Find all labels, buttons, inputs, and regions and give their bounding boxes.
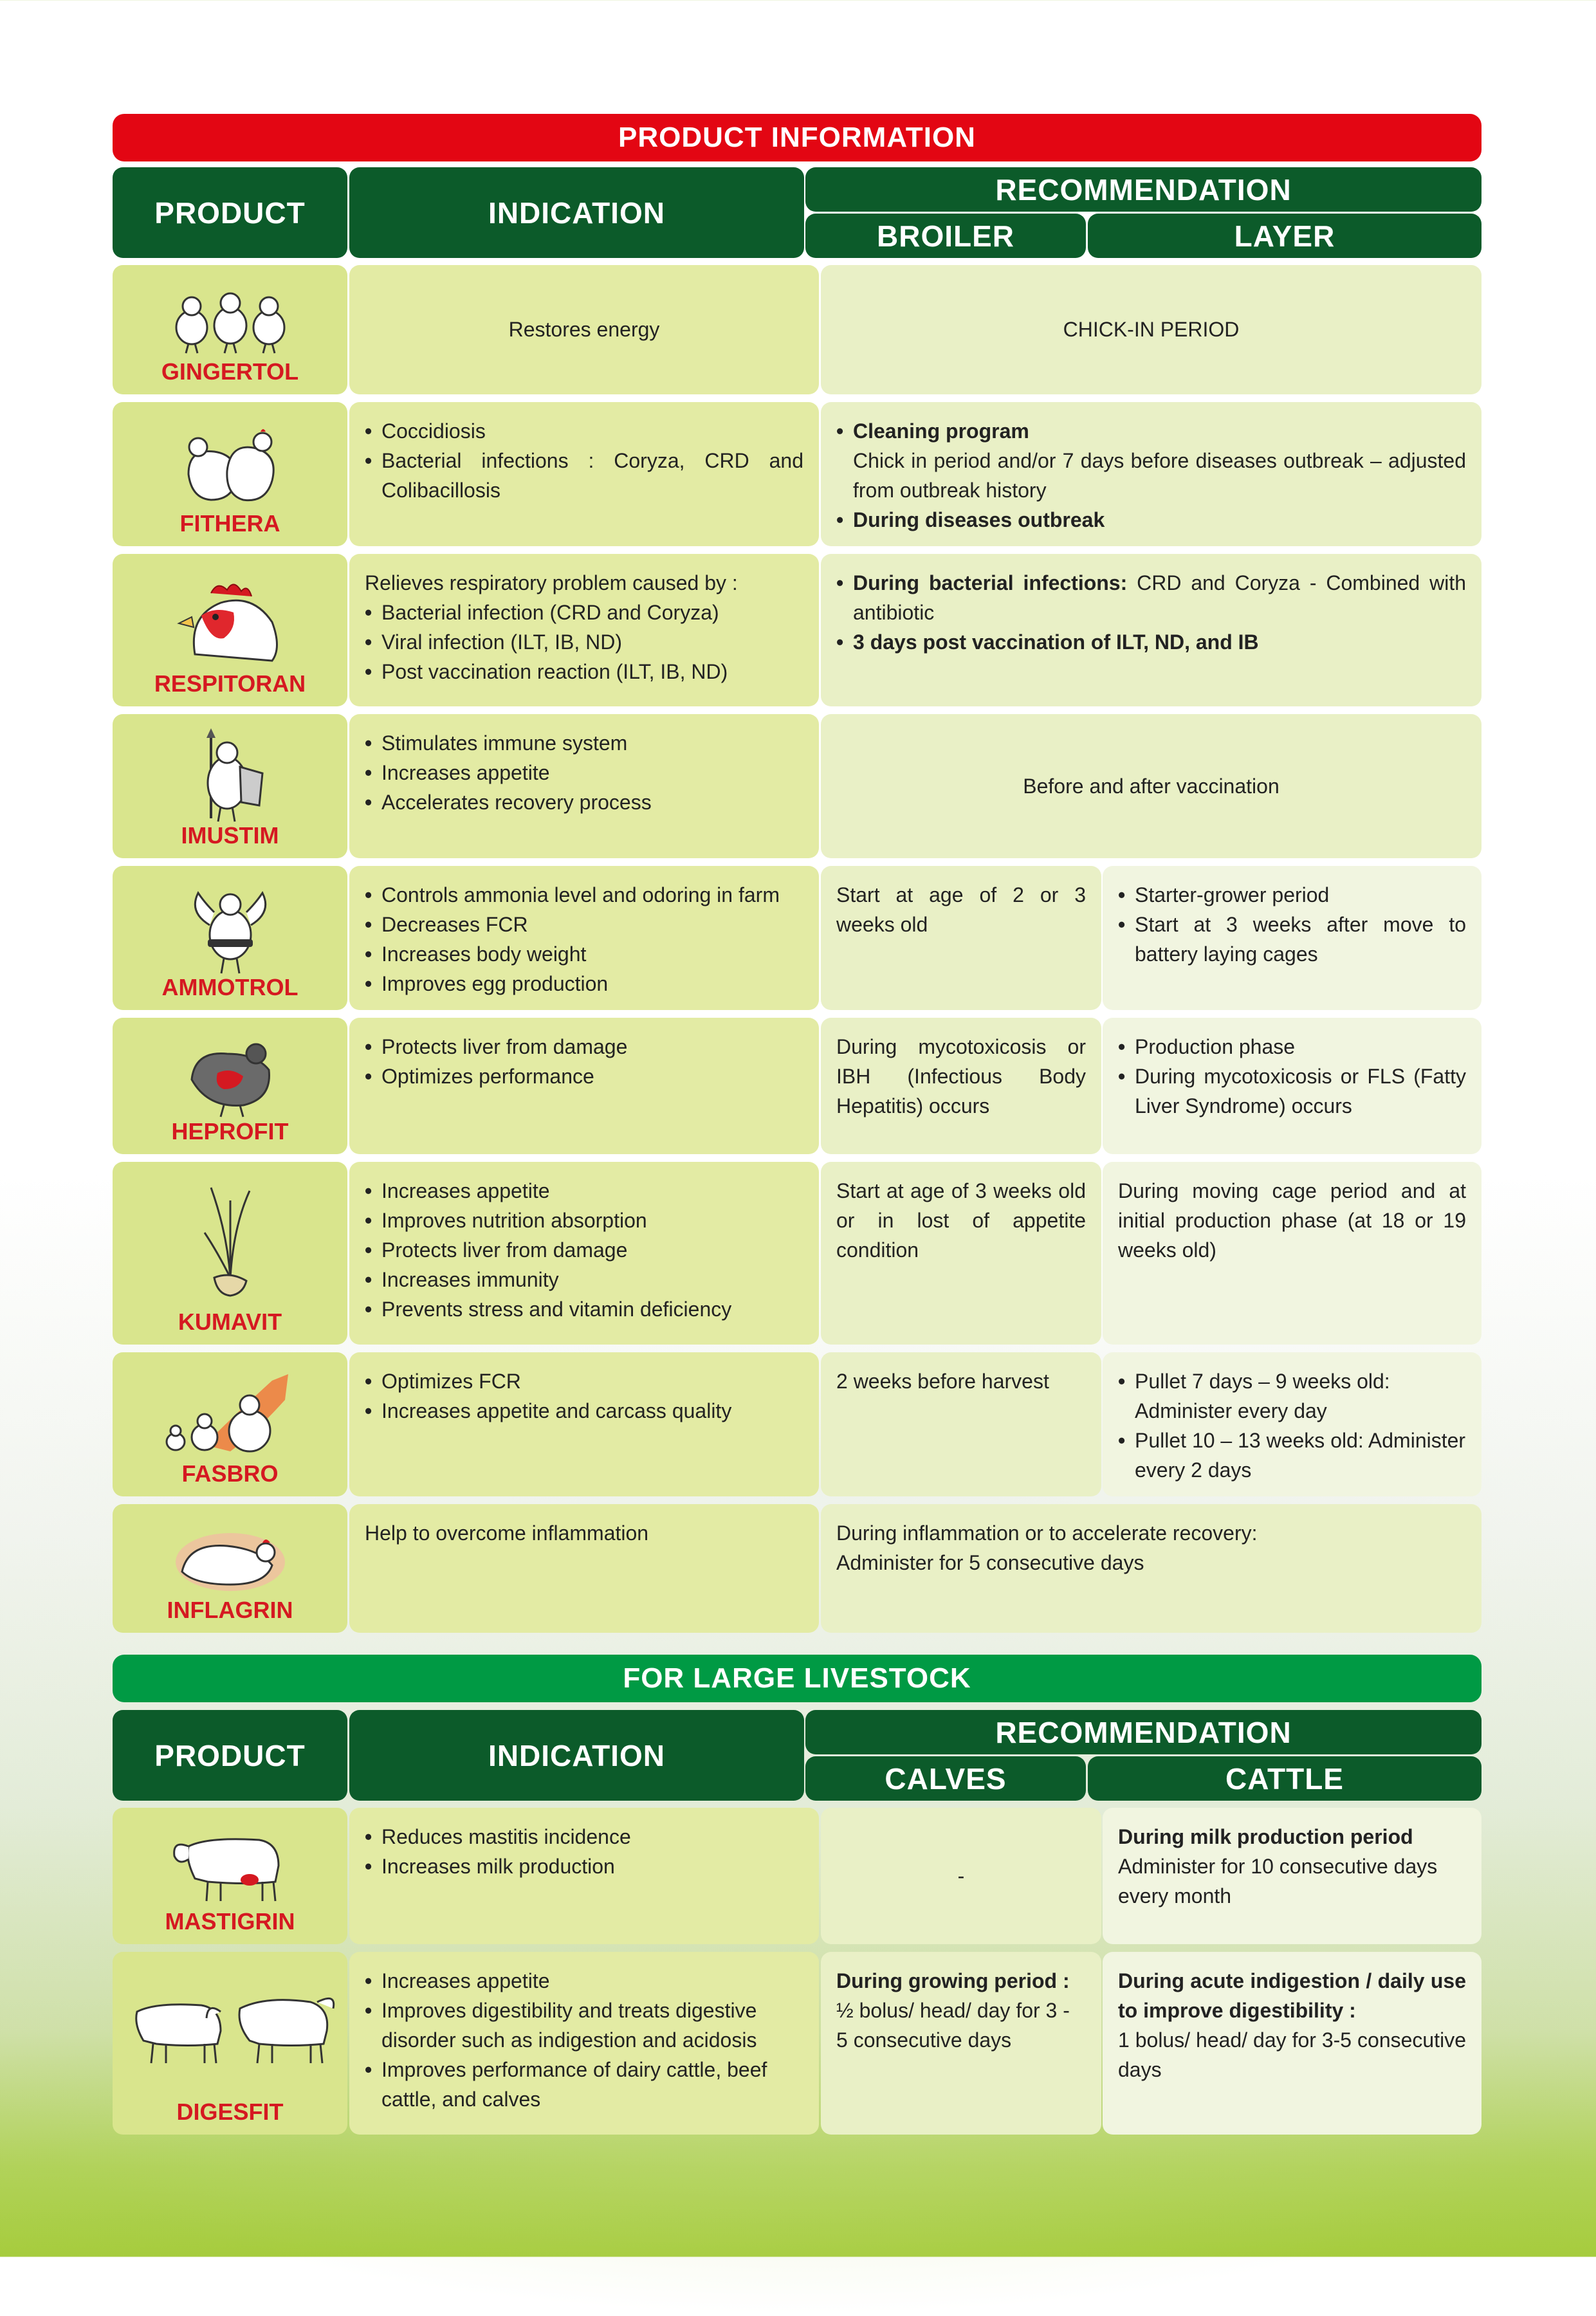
recommendation-text: Administer for 5 consecutive days [836, 1551, 1144, 1574]
product-name: MASTIGRIN [165, 1908, 295, 1935]
calves-cell [821, 1808, 1101, 1944]
recommendation-title: 3 days post vaccination of ILT, ND, and IB [853, 630, 1259, 654]
indication-item: • Increases body weight [381, 939, 803, 969]
product-name: FASBRO [181, 1460, 279, 1487]
cattle-pair-icon [124, 1983, 336, 2066]
layer-item: • Production phase [1135, 1032, 1466, 1062]
layer-item: • Pullet 7 days – 9 weeks old: Administer every day [1135, 1366, 1466, 1426]
livestock-title: FOR LARGE LIVESTOCK [113, 1655, 1481, 1702]
indication-cell [349, 265, 819, 394]
indication-item: • Protects liver from damage [381, 1235, 803, 1265]
header-product: PRODUCT [113, 167, 347, 258]
indication-cell [349, 714, 819, 858]
product-name: IMUSTIM [181, 822, 279, 849]
recommendation-item [853, 416, 1466, 505]
layer-item: • Start at 3 weeks after move to battery laying cages [1135, 910, 1466, 969]
calves-cell [821, 1952, 1101, 2135]
broiler-cell [821, 1162, 1101, 1345]
indication-item: • Improves digestibility and treats digestive disorder such as indigestion and acidosis [381, 1996, 803, 2055]
turmeric-plant-icon [198, 1181, 262, 1303]
growing-chicks-icon [160, 1374, 301, 1458]
calves-text: - [957, 1864, 965, 1888]
product-cell [113, 554, 347, 706]
calves-text: ½ bolus/ head/ day for 3 - 5 consecutive days [836, 1999, 1070, 2052]
recommendation-item [853, 505, 1466, 535]
product-cell [113, 866, 347, 1010]
layer-cell [1103, 1018, 1481, 1154]
product-name: RESPITORAN [154, 670, 306, 697]
recommendation-title: During bacterial infections: [853, 571, 1128, 594]
indication-item: • Protects liver from damage [381, 1032, 803, 1062]
header-broiler: BROILER [805, 214, 1086, 258]
product-cell [113, 1808, 347, 1944]
header-cattle: CATTLE [1088, 1756, 1481, 1801]
indication-item: • Increases appetite and carcass quality [381, 1396, 803, 1426]
hen-head-icon [176, 577, 285, 667]
indication-item: • Controls ammonia level and odoring in farm [381, 880, 803, 910]
broiler-cell [821, 866, 1101, 1010]
recommendation-text: During inflammation or to accelerate recovery: [836, 1521, 1258, 1545]
product-name: GINGERTOL [161, 358, 299, 385]
recommendation-cell [821, 265, 1481, 394]
indication-text: Restores energy [508, 318, 660, 341]
indication-item: • Improves egg production [381, 969, 803, 998]
layer-cell [1103, 1352, 1481, 1496]
recommendation-title: During diseases outbreak [853, 508, 1105, 531]
recommendation-cell [821, 1504, 1481, 1633]
recommendation-cell [821, 714, 1481, 858]
indication-item: • Increases appetite [381, 758, 803, 787]
indication-item: • Improves nutrition absorption [381, 1206, 803, 1235]
indication-cell [349, 1808, 819, 1944]
warrior-chicken-icon [188, 728, 272, 825]
indication-cell [349, 1018, 819, 1154]
indication-item: • Bacterial infections : Coryza, CRD and Colibacillosis [381, 446, 803, 505]
indication-item: • Optimizes FCR [381, 1366, 803, 1396]
layer-item: • Starter-grower period [1135, 880, 1466, 910]
indication-item: • Bacterial infection (CRD and Coryza) [381, 598, 803, 627]
indication-item: • Improves performance of dairy cattle, beef cattle, and calves [381, 2055, 803, 2114]
cattle-text: Administer for 10 consecutive days every month [1118, 1855, 1438, 1907]
resting-hen-icon [169, 1523, 291, 1594]
broiler-text: During mycotoxicosis or IBH (Infectious Body Hepatitis) occurs [836, 1035, 1086, 1117]
flexing-chicken-icon [185, 880, 275, 977]
broiler-text: Start at age of 2 or 3 weeks old [836, 883, 1086, 936]
indication-text: Help to overcome inflammation [365, 1521, 649, 1545]
indication-item: • Post vaccination reaction (ILT, IB, ND) [381, 657, 803, 686]
recommendation-item [853, 627, 1466, 657]
indication-item: • Viral infection (ILT, IB, ND) [381, 627, 803, 657]
broiler-text: Start at age of 3 weeks old or in lost of appetite condition [836, 1179, 1086, 1262]
header-layer: LAYER [1088, 214, 1481, 258]
product-cell [113, 1952, 347, 2135]
product-name: INFLAGRIN [167, 1597, 293, 1623]
product-name: KUMAVIT [178, 1309, 282, 1335]
indication-cell [349, 1504, 819, 1633]
header-product: PRODUCT [113, 1710, 347, 1801]
product-name: DIGESFIT [176, 2099, 284, 2125]
product-name: HEPROFIT [171, 1118, 289, 1144]
layer-cell [1103, 866, 1481, 1010]
header-indication: INDICATION [349, 167, 804, 258]
product-cell [113, 1018, 347, 1154]
dairy-cow-icon [169, 1821, 291, 1904]
indication-cell [349, 1952, 819, 2135]
broiler-text: 2 weeks before harvest [836, 1370, 1049, 1393]
header-calves: CALVES [805, 1756, 1086, 1801]
indication-item: • Increases appetite [381, 1966, 803, 1996]
hens-icon [176, 423, 285, 513]
indication-item: • Accelerates recovery process [381, 787, 803, 817]
calves-title: During growing period : [836, 1969, 1070, 1992]
layer-cell [1103, 1162, 1481, 1345]
product-cell [113, 1352, 347, 1496]
recommendation-text: Before and after vaccination [1023, 774, 1280, 798]
layer-item: • Pullet 10 – 13 weeks old: Administer every 2 days [1135, 1426, 1466, 1485]
recommendation-title: Cleaning program [853, 419, 1029, 443]
indication-item: • Stimulates immune system [381, 728, 803, 758]
recommendation-text: CRD and Coryza - Combined with antibiotic [853, 571, 1466, 624]
liver-chicken-icon [182, 1034, 279, 1118]
cattle-text: 1 bolus/ head/ day for 3-5 consecutive days [1118, 2028, 1466, 2081]
header-recommendation: RECOMMENDATION [805, 167, 1481, 212]
indication-item: • Prevents stress and vitamin deficiency [381, 1294, 803, 1324]
page-title: PRODUCT INFORMATION [113, 114, 1481, 161]
indication-cell [349, 402, 819, 546]
broiler-cell [821, 1018, 1101, 1154]
product-cell [113, 402, 347, 546]
indication-item: • Increases milk production [381, 1852, 803, 1881]
recommendation-text: CHICK-IN PERIOD [1063, 318, 1240, 341]
indication-cell [349, 866, 819, 1010]
indication-item: • Decreases FCR [381, 910, 803, 939]
broiler-cell [821, 1352, 1101, 1496]
product-cell [113, 265, 347, 394]
product-name: FITHERA [179, 510, 280, 537]
header-recommendation: RECOMMENDATION [805, 1710, 1481, 1754]
cattle-title: During milk production period [1118, 1825, 1413, 1848]
recommendation-cell [821, 554, 1481, 706]
indication-intro: Relieves respiratory problem caused by : [365, 571, 738, 594]
indication-item: • Coccidiosis [381, 416, 803, 446]
layer-item: • During mycotoxicosis or FLS (Fatty Liver Syndrome) occurs [1135, 1062, 1466, 1121]
indication-cell [349, 1352, 819, 1496]
cattle-cell [1103, 1952, 1481, 2135]
cattle-cell [1103, 1808, 1481, 1944]
product-cell [113, 714, 347, 858]
chicks-icon [169, 286, 291, 356]
product-name: AMMOTROL [161, 974, 298, 1000]
recommendation-text: Chick in period and/or 7 days before diseases outbreak – adjusted from outbreak history [853, 449, 1466, 502]
recommendation-cell [821, 402, 1481, 546]
indication-cell [349, 1162, 819, 1345]
cattle-title: During acute indigestion / daily use to improve digestibility : [1118, 1969, 1466, 2022]
indication-item: • Optimizes performance [381, 1062, 803, 1091]
header-indication: INDICATION [349, 1710, 804, 1801]
indication-cell [349, 554, 819, 706]
indication-item: • Increases appetite [381, 1176, 803, 1206]
recommendation-item [853, 568, 1466, 627]
product-cell [113, 1504, 347, 1633]
indication-item: • Reduces mastitis incidence [381, 1822, 803, 1852]
indication-item: • Increases immunity [381, 1265, 803, 1294]
layer-text: During moving cage period and at initial production phase (at 18 or 19 weeks old) [1118, 1179, 1466, 1262]
product-cell [113, 1162, 347, 1345]
